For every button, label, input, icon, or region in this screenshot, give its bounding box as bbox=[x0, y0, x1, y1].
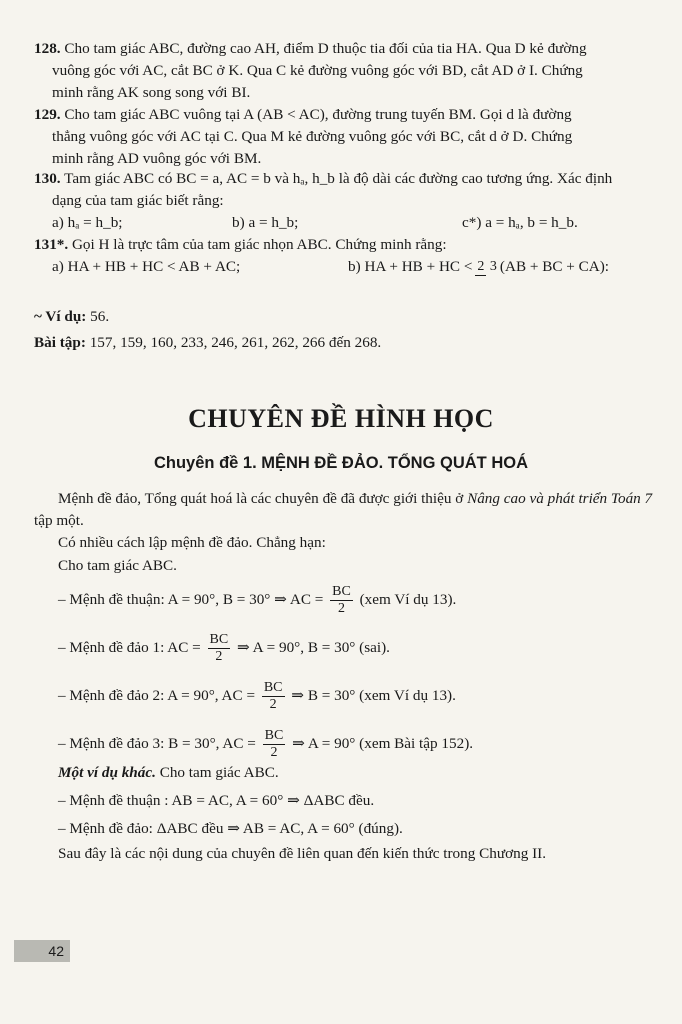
exercise-reference bbox=[34, 332, 664, 354]
exercise-text: Cho tam giác ABC, đường cao AH, điểm D thuộc tia đối của tia HA. Qua D kẻ đường bbox=[64, 40, 587, 57]
statement-converse-2: – Mệnh đề đảo 2: A = 90°, AC = $\frac{BC}{2}$ ⇒ B = 30° (xem Ví dụ 13). bbox=[58, 680, 456, 712]
statement-converse-3: – Mệnh đề đảo 3: B = 30°, AC = $\frac{BC}{2}$ ⇒ A = 90° (xem Bài tập 152). bbox=[58, 728, 474, 760]
book-title: Nâng cao và phát triển Toán 7 bbox=[467, 490, 653, 507]
statement-direct-2: – Mệnh đề thuận : AB = AC, A = 60° ⇒ ΔABC đều. bbox=[58, 792, 375, 809]
option-a: a) HA + HB + HC < AB + AC; bbox=[52, 258, 241, 275]
exercise-value: 157, 159, 160, 233, 246, 261, 262, 266 đến 268. bbox=[89, 334, 382, 351]
example-label: ~ Ví dụ: bbox=[34, 308, 87, 325]
option-b: b) a = h_b; bbox=[232, 214, 299, 231]
another-example bbox=[58, 762, 279, 784]
example-value: 56. bbox=[90, 308, 110, 325]
chapter-title: CHUYÊN ĐỀ HÌNH HỌC bbox=[188, 404, 494, 433]
exercise-number: 130. bbox=[34, 170, 61, 187]
page-number: 42 bbox=[14, 940, 70, 962]
intro-text: Mệnh đề đảo, Tổng quát hoá là các chuyên đề đã được giới thiệu ở bbox=[58, 490, 464, 507]
exercise-text: minh rằng AK song song với BI. bbox=[52, 84, 251, 101]
intro-text-end: tập một. bbox=[34, 512, 84, 529]
statement-converse-1: – Mệnh đề đảo 1: AC = $\frac{BC}{2}$ ⇒ A = 90°, B = 30° (sai). bbox=[58, 632, 390, 664]
exercise-number: 129. bbox=[34, 106, 61, 123]
exercise-129 bbox=[34, 104, 664, 170]
exercise-text: thẳng vuông góc với AC tại C. Qua M kẻ đường vuông góc với BC, cắt d ở D. Chứng bbox=[52, 128, 573, 145]
fraction-bc-over-2: $\frac{BC}{2}$ bbox=[263, 680, 283, 712]
exercise-130 bbox=[34, 168, 664, 234]
exercise-128 bbox=[34, 38, 664, 104]
exercise-131 bbox=[34, 234, 664, 278]
exercise-text: Cho tam giác ABC vuông tại A (AB < AC), đường trung tuyến BM. Gọi d là đường bbox=[64, 106, 572, 123]
fraction-bc-over-2: $\frac{BC}{2}$ bbox=[332, 584, 351, 616]
exercise-number: 131*. bbox=[34, 236, 69, 253]
exercise-text: minh rằng AD vuông góc với BM. bbox=[52, 150, 262, 167]
option-b-suffix: (AB + BC + CA): bbox=[499, 258, 610, 275]
option-c: c*) a = hₐ, b = h_b. bbox=[462, 214, 578, 231]
exercise-text: Gọi H là trực tâm của tam giác nhọn ABC. Chứng minh rằng: bbox=[71, 236, 447, 253]
fraction-bc-over-2: $\frac{BC}{2}$ bbox=[264, 728, 284, 760]
subchapter-title: Chuyên đề 1. MỆNH ĐỀ ĐẢO. TỔNG QUÁT HOÁ bbox=[153, 454, 529, 472]
closing-paragraph: Sau đây là các nội dung của chuyên đề liên quan đến kiến thức trong Chương II. bbox=[58, 845, 546, 862]
fraction-bc-over-2: $\frac{BC}{2}$ bbox=[209, 632, 229, 664]
paragraph: Có nhiều cách lập mệnh đề đảo. Chẳng hạn: bbox=[58, 534, 326, 551]
fraction-two-thirds: 2 3 bbox=[477, 258, 497, 274]
intro-paragraph bbox=[34, 488, 664, 532]
exercise-number: 128. bbox=[34, 40, 61, 57]
option-a: a) hₐ = h_b; bbox=[52, 214, 123, 231]
another-example-text: Cho tam giác ABC. bbox=[159, 764, 279, 781]
another-example-label: Một ví dụ khác. bbox=[58, 764, 156, 781]
statement-direct: – Mệnh đề thuận: A = 90°, B = 30° ⇒ AC = $\frac{BC}{2}$ (xem Ví dụ 13). bbox=[58, 584, 457, 616]
exercise-text: dạng của tam giác biết rằng: bbox=[52, 192, 224, 209]
exercise-text: Tam giác ABC có BC = a, AC = b và hₐ, h_b là độ dài các đường cao tương ứng. Xác định bbox=[64, 170, 613, 187]
statement-converse-4: – Mệnh đề đảo: ΔABC đều ⇒ AB = AC, A = 60° (đúng). bbox=[58, 820, 403, 837]
option-b-prefix: b) HA + HB + HC < bbox=[348, 258, 473, 275]
paragraph: Cho tam giác ABC. bbox=[58, 557, 177, 574]
exercise-text: vuông góc với AC, cắt BC ở K. Qua C kẻ đường vuông góc với BD, cắt AD ở I. Chứng bbox=[52, 62, 583, 79]
example-reference bbox=[34, 306, 664, 328]
exercise-label: Bài tập: bbox=[34, 334, 86, 351]
